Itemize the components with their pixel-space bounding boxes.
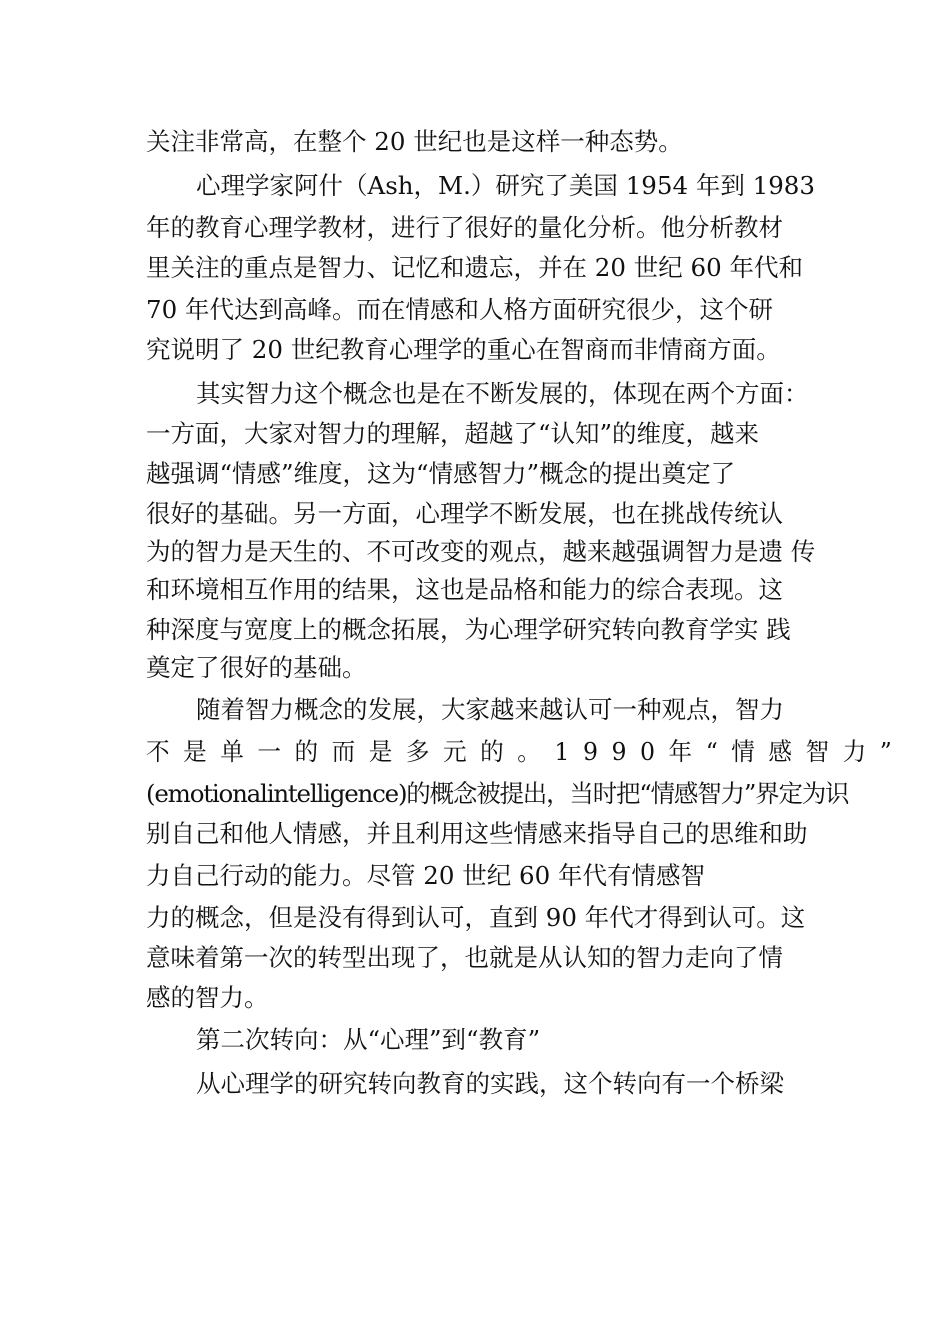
text-line: 第二次转向：从“心理”到“教育”: [196, 1025, 541, 1054]
text-line: 力的概念，但是没有得到认可，直到 90 年代才得到认可。这: [146, 903, 806, 932]
text-line: 年的教育心理学教材，进行了很好的量化分析。他分析教材: [146, 213, 783, 242]
text-line: 感的智力。: [146, 983, 269, 1012]
text-line: 种深度与宽度上的概念拓展，为心理学研究转向教育学实 践: [146, 615, 791, 644]
text-line: 意味着第一次的转型出现了，也就是从认知的智力走向了情: [146, 943, 783, 972]
text-line: 很好的基础。另一方面，心理学不断发展，也在挑战传统认: [146, 499, 783, 528]
text-line: 关注非常高，在整个 20 世纪也是这样一种态势。: [146, 127, 683, 156]
text-line: 力自己行动的能力。尽管 20 世纪 60 年代有情感智: [146, 861, 705, 890]
text-line: 和环境相互作用的结果，这也是品格和能力的综合表现。这: [146, 575, 783, 604]
text-line: 奠定了很好的基础。: [146, 653, 367, 682]
text-line: 从心理学的研究转向教育的实践，这个转向有一个桥梁: [196, 1069, 784, 1098]
text-line: 究说明了 20 世纪教育心理学的重心在智商而非情商方面。: [146, 335, 781, 364]
text-line: 别自己和他人情感，并且利用这些情感来指导自己的思维和助: [146, 819, 808, 848]
text-line: 不是单一的而是多元的。1990年“情感智力”: [146, 737, 906, 766]
text-line: 其实智力这个概念也是在不断发展的，体现在两个方面：: [196, 379, 809, 408]
text-line: 70 年代达到高峰。而在情感和人格方面研究很少，这个研: [146, 295, 773, 324]
text-line: 随着智力概念的发展，大家越来越认可一种观点，智力: [196, 695, 784, 724]
text-line: 为的智力是天生的、不可改变的观点，越来越强调智力是遗 传: [146, 537, 816, 566]
text-line: 一方面，大家对智力的理解，超越了“认知”的维度，越来: [146, 419, 760, 448]
text-line: (emotionalintelligence)的概念被提出，当时把“情感智力”界定为识: [146, 779, 849, 808]
text-line: 里关注的重点是智力、记忆和遗忘，并在 20 世纪 60 年代和: [146, 253, 803, 282]
text-line: 心理学家阿什（Ash，M.）研究了美国 1954 年到 1983: [196, 171, 815, 200]
text-line: 越强调“情感”维度，这为“情感智力”概念的提出奠定了: [146, 459, 736, 488]
